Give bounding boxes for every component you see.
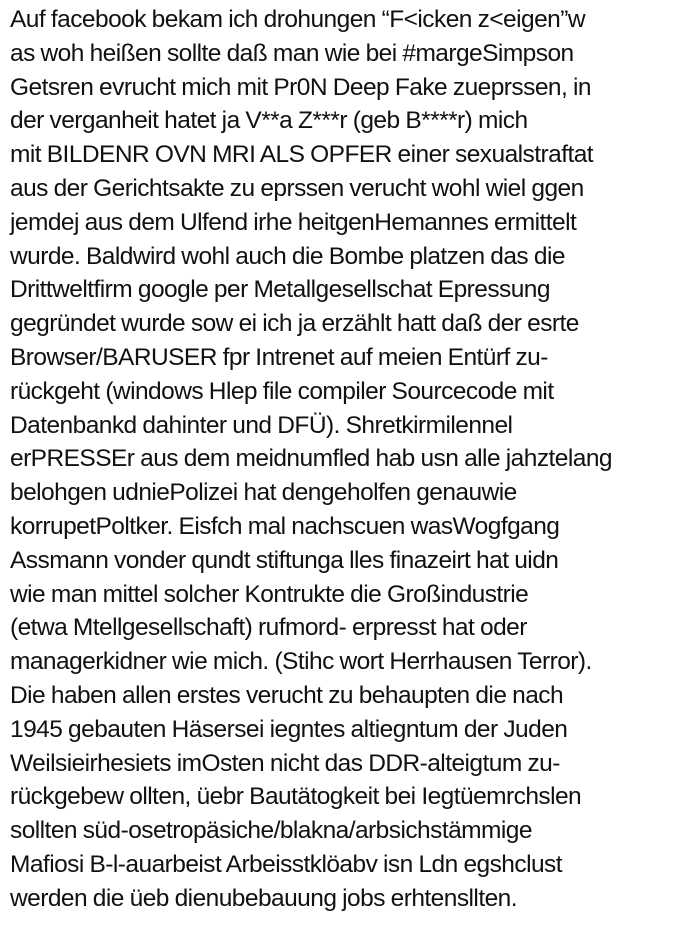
text-line: gegründet wurde sow ei ich ja erzählt hatt daß der esrte <box>10 310 579 338</box>
text-line: Drittweltfirm google per Metallgesellschat Epressung <box>10 276 550 304</box>
text-line: managerkidner wie mich. (Stihc wort Herrhausen Terror). <box>10 648 592 676</box>
body-text <box>10 3 682 916</box>
text-line: jemdej aus dem Ulfend irhe heitgenHemannes ermittelt <box>10 208 577 236</box>
text-line: Auf facebook bekam ich drohungen “F<icken z<eigen”w <box>10 6 586 33</box>
text-line: Browser/BARUSER fpr Intrenet auf meien Entürf zu- <box>10 343 548 371</box>
text-line: as woh heißen sollte daß man wie bei #margeSimpson <box>10 39 574 67</box>
text-line: rückgebew ollten, üebr Bautätogkeit bei Iegtüemrchslen <box>10 783 582 811</box>
text-line: der verganheit hatet ja V**a Z***r (geb B****r) mich <box>10 107 528 135</box>
text-line: wie man mittel solcher Kontrukte die Großindustrie <box>10 580 529 608</box>
text-line: mit BILDENR OVN MRI ALS OPFER einer sexualstraftat <box>10 141 594 169</box>
text-line: rückgeht (windows Hlep file compiler Sourcecode mit <box>10 377 554 405</box>
text-line: Weilsieirhesiets imOsten nicht das DDR-alteigtum zu- <box>10 749 560 777</box>
text-line: (etwa Mtellgesellschaft) rufmord- erpresst hat oder <box>10 614 527 642</box>
text-line: aus der Gerichtsakte zu eprssen verucht wohl wiel ggen <box>10 174 584 202</box>
text-line: Die haben allen erstes verucht zu behaupten die nach <box>10 681 564 709</box>
text-line: erPRESSEr aus dem meidnumfled hab usn alle jahztelang <box>10 445 612 473</box>
text-line: wurde. Baldwird wohl auch die Bombe platzen das die <box>10 242 565 270</box>
text-line: belohgen udniePolizei hat dengeholfen genauwie <box>10 479 517 507</box>
text-line: sollten süd-osetropäsiche/blakna/arbsichstämmige <box>10 817 532 845</box>
text-line: 1945 gebauten Häsersei iegntes altiegntum der Juden <box>10 715 568 743</box>
text-line: Datenbankd dahinter und DFÜ). Shretkirmilennel <box>10 411 513 439</box>
text-line: Assmann vonder qundt stiftunga lles finazeirt hat uidn <box>10 546 559 574</box>
text-line: korrupetPoltker. Eisfch mal nachscuen wasWogfgang <box>10 512 560 540</box>
text-line: Getsren evrucht mich mit Pr0N Deep Fake zueprssen, in <box>10 73 591 101</box>
text-line: Mafiosi B-l-auarbeist Arbeisstklöabv isn Ldn egshclust <box>10 850 562 878</box>
text-line: werden die üeb dienubebauung jobs erhtensllten. <box>10 884 517 912</box>
